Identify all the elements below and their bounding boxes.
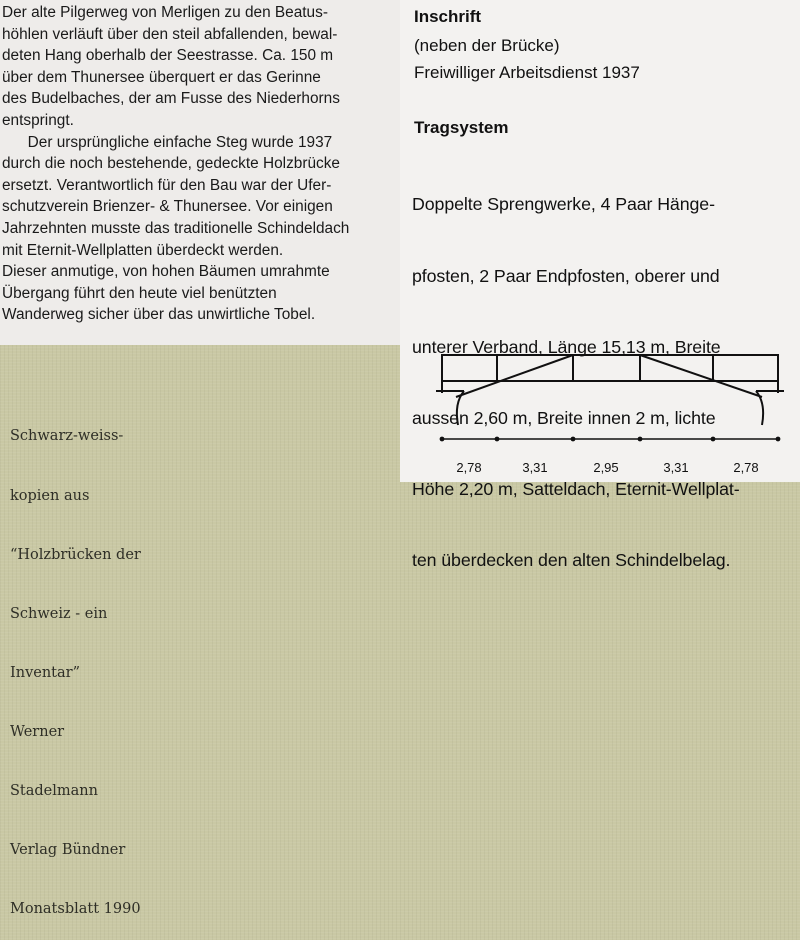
dimension-tick	[495, 437, 500, 442]
text-line: Der ursprüngliche einfache Steg wurde 1937	[2, 133, 333, 151]
text-line: Übergang führt den heute viel benützten	[2, 284, 277, 302]
dimension-tick	[571, 437, 576, 442]
text-line: entspringt.	[2, 111, 74, 129]
text-line: Wanderweg sicher über das unwirtliche Tobel.	[2, 306, 316, 324]
caption-line: Verlag Bündner	[10, 842, 126, 859]
dimension-label: 3,31	[522, 460, 548, 475]
dimension-tick	[711, 437, 716, 442]
text-line: Der alte Pilgerweg von Merligen zu den Beatus-	[2, 4, 328, 21]
text-line: unterer Verband, Länge 15,13 m, Breite	[412, 336, 721, 357]
text-line: ten überdecken den alten Schindelbelag.	[412, 549, 731, 570]
scan-left-text	[0, 0, 400, 345]
tragsystem-heading: Tragsystem	[414, 118, 509, 137]
text-line: Doppelte Sprengwerke, 4 Paar Hänge-	[412, 194, 715, 215]
text-line: Höhe 2,20 m, Satteldach, Eternit-Wellplat-	[412, 478, 740, 499]
dimension-tick	[638, 437, 643, 442]
dimension-label: 3,31	[663, 460, 689, 475]
caption-line: Schwarz-weiss-	[10, 428, 124, 445]
dimension-label: 2,78	[456, 460, 482, 475]
inschrift-line: (neben der Brücke)	[414, 36, 560, 55]
text-line: höhlen verläuft über den steil abfallenden, bewal-	[2, 25, 338, 43]
text-line: schutzverein Brienzer- & Thunersee. Vor einigen	[2, 198, 333, 216]
caption-line: Werner	[10, 723, 65, 740]
truss-upper-frame	[442, 355, 778, 381]
strut-right	[640, 355, 762, 397]
dimension-label: 2,95	[593, 460, 619, 475]
text-line: aussen 2,60 m, Breite innen 2 m, lichte	[412, 407, 716, 428]
text-line: pfosten, 2 Paar Endpfosten, oberer und	[412, 265, 720, 286]
caption-line: Monatsblatt 1990	[10, 901, 141, 918]
dimension-tick	[776, 437, 781, 442]
dimension-label: 2,78	[733, 460, 759, 475]
inschrift-heading: Inschrift	[414, 7, 482, 26]
caption-line: Inventar”	[10, 664, 80, 681]
text-line: über dem Thunersee überquert er das Gerinne	[2, 68, 321, 86]
text-line: Dieser anmutige, von hohen Bäumen umrahmte	[2, 263, 330, 281]
text-line: durch die noch bestehende, gedeckte Holzbrücke	[2, 155, 340, 173]
strut-left	[456, 355, 573, 397]
text-line: ersetzt. Verantwortlich für den Bau war der Ufer-	[2, 176, 332, 194]
dimension-tick	[440, 437, 445, 442]
caption-line: Stadelmann	[10, 783, 98, 800]
caption-line: “Holzbrücken der	[10, 546, 141, 563]
text-line: deten Hang oberhalb der Seestrasse. Ca. 150 m	[2, 47, 334, 65]
truss-diagram	[400, 345, 800, 482]
text-line: des Budelbaches, der am Fusse des Niederhorns	[2, 90, 340, 108]
source-caption	[10, 388, 170, 940]
text-line: Jahrzehnten musste das traditionelle Schindeldach	[2, 219, 350, 237]
caption-line: Schweiz - ein	[10, 605, 108, 622]
text-line: mit Eternit-Wellplatten überdeckt werden.	[2, 241, 284, 259]
caption-line: kopien aus	[10, 487, 90, 504]
inschrift-line: Freiwilliger Arbeitsdienst 1937	[414, 63, 640, 82]
